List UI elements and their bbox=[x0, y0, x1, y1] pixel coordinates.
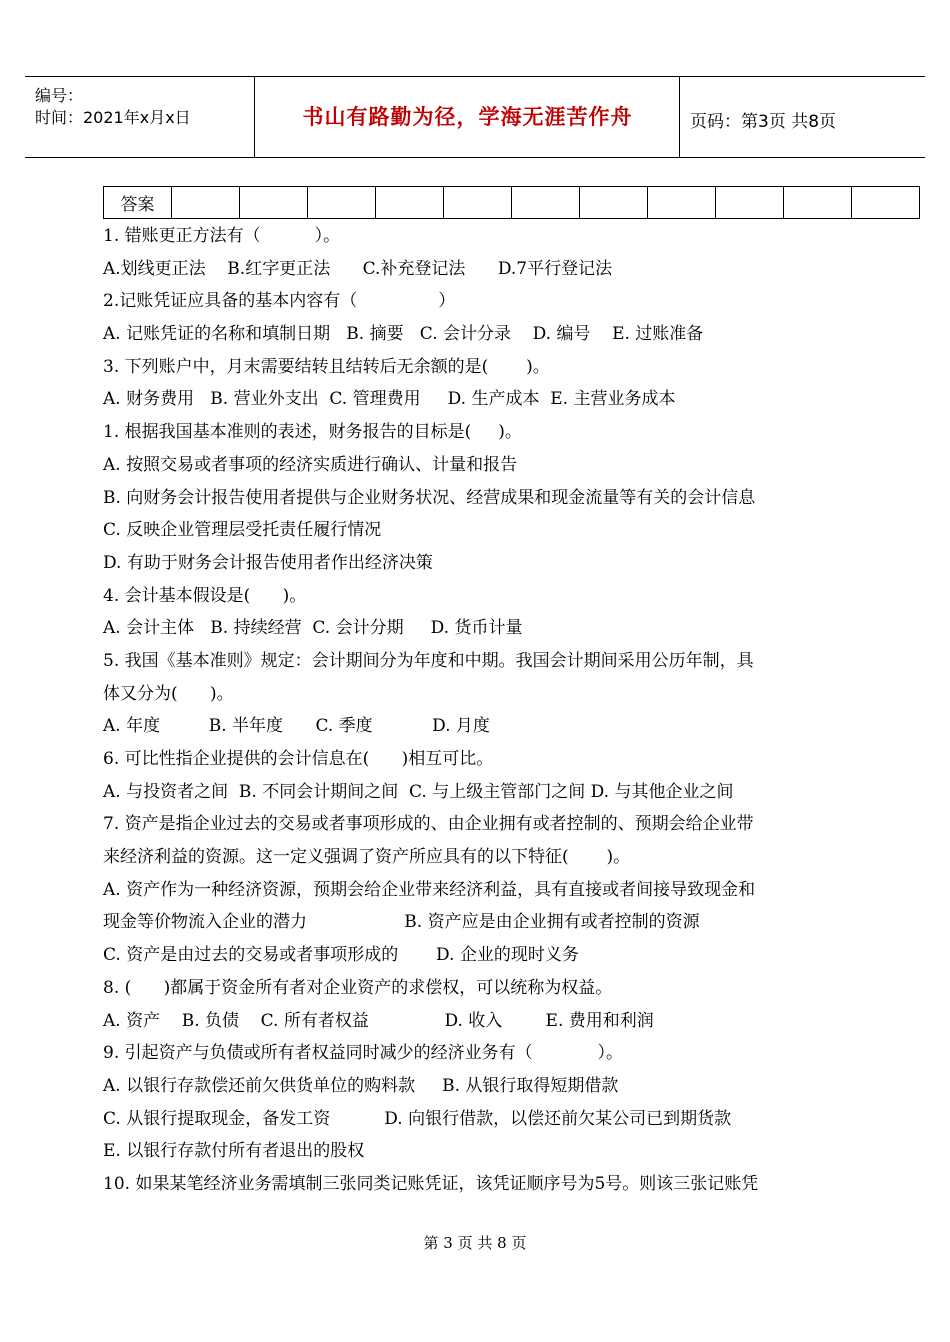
question-line: 8. ( )都属于资金所有者对企业资产的求偿权，可以统称为权益。 bbox=[103, 977, 613, 998]
option-line: A. 资产作为一种经济资源，预期会给企业带来经济利益，具有直接或者间接导致现金和 bbox=[103, 879, 756, 900]
question-line: 6. 可比性指企业提供的会计信息在( )相互可比。 bbox=[103, 749, 494, 769]
header-page-info: 页码：第3页 共8页 bbox=[690, 112, 837, 132]
question-line: 1. 根据我国基本准则的表述，财务报告的目标是( )。 bbox=[103, 422, 522, 443]
option-line: A. 按照交易或者事项的经济实质进行确认、计量和报告 bbox=[103, 454, 518, 475]
option-line: A. 以银行存款偿还前欠供货单位的购料款 B. 从银行取得短期借款 bbox=[103, 1075, 619, 1096]
question-line: 4. 会计基本假设是( )。 bbox=[103, 585, 307, 606]
option-line: A. 记账凭证的名称和填制日期 B. 摘要 C. 会计分录 D. 编号 E. 过账准备 bbox=[103, 324, 704, 345]
answer-cell bbox=[308, 187, 376, 219]
answer-row bbox=[104, 187, 920, 219]
question-body bbox=[103, 220, 863, 1201]
answer-cell bbox=[580, 187, 648, 219]
page-footer: 第 3 页 共 8 页 bbox=[423, 1234, 527, 1252]
question-line: 10. 如果某笔经济业务需填制三张同类记账凭证，该凭证顺序号为5号。则该三张记账凭 bbox=[103, 1173, 759, 1194]
option-line: A. 会计主体 B. 持续经营 C. 会计分期 D. 货币计量 bbox=[103, 618, 523, 639]
option-line: C. 反映企业管理层受托责任履行情况 bbox=[103, 520, 382, 541]
header-motto: 书山有路勤为径，学海无涯苦作舟 bbox=[302, 105, 633, 129]
document-time: 时间：2021年x月x日 bbox=[35, 108, 191, 127]
question-line: 3. 下列账户中，月末需要结转且结转后无余额的是( )。 bbox=[103, 356, 550, 377]
option-line: C. 从银行提取现金，备发工资 D. 向银行借款，以偿还前欠某公司已到期货款 bbox=[103, 1108, 732, 1129]
question-line: 来经济利益的资源。这一定义强调了资产所应具有的以下特征( )。 bbox=[103, 847, 631, 868]
option-line: A. 与投资者之间 B. 不同会计期间之间 C. 与上级主管部门之间 D. 与其他企业之间 bbox=[103, 781, 734, 802]
page-header bbox=[25, 76, 925, 158]
option-line: E. 以银行存款付所有者退出的股权 bbox=[103, 1141, 365, 1162]
answer-cell bbox=[444, 187, 512, 219]
option-line: A. 财务费用 B. 营业外支出 C. 管理费用 D. 生产成本 E. 主营业务成本 bbox=[103, 389, 676, 410]
document-number-label: 编号： bbox=[35, 86, 84, 105]
option-line: B. 向财务会计报告使用者提供与企业财务状况、经营成果和现金流量等有关的会计信息 bbox=[103, 487, 756, 508]
option-line: A.划线更正法 B.红字更正法 C.补充登记法 D.7平行登记法 bbox=[103, 258, 613, 279]
answer-cell bbox=[716, 187, 784, 219]
answer-table bbox=[103, 186, 920, 219]
answer-cell bbox=[376, 187, 444, 219]
question-line: 7. 资产是指企业过去的交易或者事项形成的、由企业拥有或者控制的、预期会给企业带 bbox=[103, 814, 754, 835]
answer-cell bbox=[512, 187, 580, 219]
option-line: A. 资产 B. 负债 C. 所有者权益 D. 收入 E. 费用和利润 bbox=[103, 1010, 654, 1031]
answer-cell bbox=[240, 187, 308, 219]
answer-cell bbox=[172, 187, 240, 219]
option-line: D. 有助于财务会计报告使用者作出经济决策 bbox=[103, 552, 433, 573]
question-line: 2.记账凭证应具备的基本内容有（ ） bbox=[103, 291, 456, 312]
option-line: C. 资产是由过去的交易或者事项形成的 D. 企业的现时义务 bbox=[103, 945, 579, 966]
answer-label: 答案 bbox=[104, 187, 172, 219]
answer-cell bbox=[648, 187, 716, 219]
question-line: 体又分为( )。 bbox=[103, 683, 234, 704]
option-line: 现金等价物流入企业的潜力 B. 资产应是由企业拥有或者控制的资源 bbox=[103, 912, 700, 933]
header-divider bbox=[679, 77, 680, 157]
header-meta bbox=[35, 85, 191, 129]
answer-cell bbox=[784, 187, 852, 219]
question-line: 1. 错账更正方法有（ ）。 bbox=[103, 226, 341, 246]
question-line: 9. 引起资产与负债或所有者权益同时减少的经济业务有（ ）。 bbox=[103, 1043, 623, 1064]
answer-cell bbox=[852, 187, 920, 219]
option-line: A. 年度 B. 半年度 C. 季度 D. 月度 bbox=[103, 716, 490, 737]
question-line: 5. 我国《基本准则》规定：会计期间分为年度和中期。我国会计期间采用公历年制，具 bbox=[103, 650, 754, 671]
